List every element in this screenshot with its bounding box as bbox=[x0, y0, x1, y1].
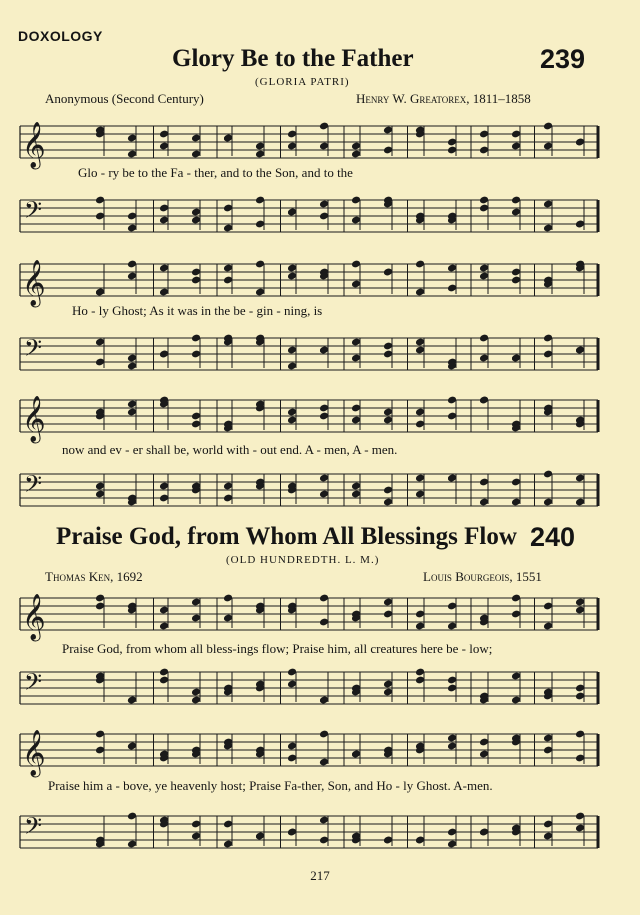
hymn-239-system-3-treble bbox=[0, 392, 640, 444]
hymn-240-words-credit: Thomas Ken, 1692 bbox=[45, 569, 143, 584]
hymn-239-system-2-bass bbox=[0, 330, 640, 382]
hymn-240-system-1-treble bbox=[0, 590, 640, 642]
hymn-240-music-credit: Louis Bourgeois, 1551 bbox=[423, 569, 542, 584]
svg-text:𝄢: 𝄢 bbox=[24, 470, 43, 503]
hymn-240-system-1-bass bbox=[0, 664, 640, 716]
hymn-239-lyric-line-3: now and ev - er shall be, world with - out end. A - men, A - men. bbox=[62, 442, 398, 457]
page-number: 217 bbox=[310, 868, 330, 883]
hymn-239-music-credit: Henry W. Greatorex, 1811–1858 bbox=[356, 91, 531, 106]
hymn-240-lyric-line-2: Praise him a - bove, ye heavenly host; Praise Fa-ther, Son, and Ho - ly Ghost. A-men. bbox=[48, 778, 493, 793]
svg-text:𝄞: 𝄞 bbox=[22, 730, 46, 776]
hymn-239-system-2-treble bbox=[0, 256, 640, 308]
hymn-240-system-2-treble bbox=[0, 726, 640, 778]
hymn-239-system-1-treble bbox=[0, 118, 640, 170]
hymn-240-number: 240 bbox=[530, 522, 576, 552]
svg-text:𝄞: 𝄞 bbox=[22, 260, 46, 306]
hymn-239-system-1-bass bbox=[0, 192, 640, 244]
svg-text:𝄢: 𝄢 bbox=[24, 196, 43, 229]
hymn-240-tune: (OLD HUNDREDTH. L. M.) bbox=[226, 554, 380, 566]
hymn-239-title: Glory Be to the Father bbox=[172, 45, 414, 72]
hymn-239-tune: (GLORIA PATRI) bbox=[255, 76, 350, 88]
hymn-239-lyric-line-2: Ho - ly Ghost; As it was in the be - gin - ning, is bbox=[72, 303, 323, 318]
hymn-239-system-3-bass bbox=[0, 466, 640, 518]
hymn-240-lyric-line-1: Praise God, from whom all bless-ings flow; Praise him, all creatures here be - low; bbox=[62, 641, 493, 656]
svg-text:𝄞: 𝄞 bbox=[22, 594, 46, 640]
svg-text:𝄞: 𝄞 bbox=[22, 396, 46, 442]
hymn-239-words-credit: Anonymous (Second Century) bbox=[45, 91, 204, 106]
svg-text:𝄢: 𝄢 bbox=[24, 668, 43, 701]
section-label: DOXOLOGY bbox=[18, 28, 103, 44]
hymn-240-title: Praise God, from Whom All Blessings Flow bbox=[56, 523, 517, 550]
svg-text:𝄞: 𝄞 bbox=[22, 122, 46, 168]
hymn-239-lyric-line-1: Glo - ry be to the Fa - ther, and to the Son, and to the bbox=[78, 165, 353, 180]
svg-text:𝄢: 𝄢 bbox=[24, 334, 43, 367]
hymn-239-number: 239 bbox=[540, 44, 586, 74]
svg-text:𝄢: 𝄢 bbox=[24, 812, 43, 845]
hymn-240-system-2-bass bbox=[0, 808, 640, 860]
